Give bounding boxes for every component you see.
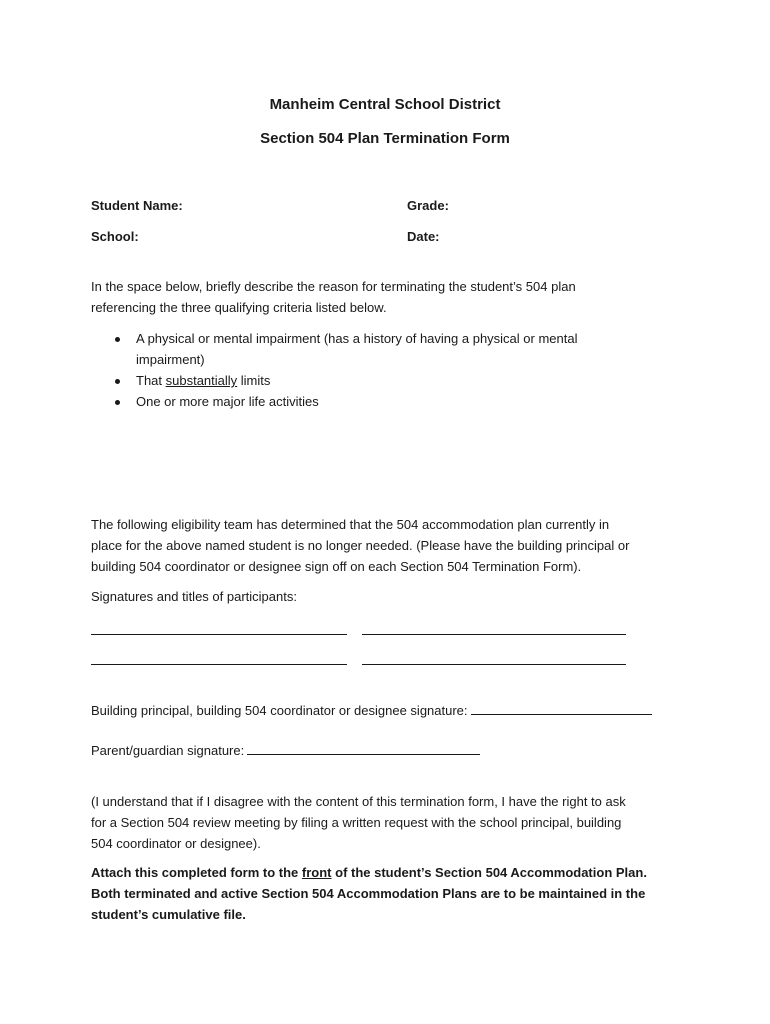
principal-signature-row [91, 702, 652, 718]
instructions-line-1-pre: Attach this completed form to the [91, 865, 302, 880]
participants-label: Signatures and titles of participants: [91, 589, 297, 604]
criteria-item-2-emphasis: substantially [165, 373, 238, 388]
intro-line-2: referencing the three qualifying criteria listed below. [91, 300, 387, 315]
instructions-line-2: Both terminated and active Section 504 Accommodation Plans are to be maintained in the [91, 886, 646, 901]
instructions-line-3: student’s cumulative file. [91, 907, 246, 922]
participant-signature-line-1[interactable] [91, 634, 347, 635]
bullet-icon [115, 379, 120, 384]
instructions-line-1-post: of the student’s Section 504 Accommodation Plan. [331, 865, 647, 880]
intro-line-1: In the space below, briefly describe the reason for terminating the student’s 504 plan [91, 279, 576, 294]
district-name: Manheim Central School District [269, 96, 501, 113]
eligibility-line-2: place for the above named student is no longer needed. (Please have the building principal or [91, 538, 630, 553]
parent-signature-row [91, 742, 480, 758]
criteria-item-3: One or more major life activities [136, 394, 319, 409]
eligibility-line-3: building 504 coordinator or designee sign off on each Section 504 Termination Form). [91, 559, 582, 574]
participant-signature-line-2[interactable] [362, 634, 626, 635]
criteria-item-2 [136, 373, 270, 388]
date-label: Date: [407, 229, 440, 244]
form-title: Section 504 Plan Termination Form [260, 130, 510, 147]
instructions-line-1-emphasis: front [301, 865, 332, 880]
criteria-item-2-post: limits [237, 373, 271, 388]
instructions-line-1 [91, 865, 647, 880]
eligibility-line-1: The following eligibility team has determined that the 504 accommodation plan currently in [91, 517, 610, 532]
student-name-label: Student Name: [91, 198, 183, 213]
parent-signature-line[interactable] [247, 742, 480, 755]
criteria-item-1-line-2: impairment) [136, 352, 205, 367]
participant-signature-line-3[interactable] [91, 664, 347, 665]
bullet-icon [115, 400, 120, 405]
rights-line-3: 504 coordinator or designee). [91, 836, 261, 851]
school-label: School: [91, 229, 139, 244]
grade-label: Grade: [407, 198, 449, 213]
rights-line-1: (I understand that if I disagree with the content of this termination form, I have the right to ask [91, 794, 626, 809]
participant-signature-line-4[interactable] [362, 664, 626, 665]
bullet-icon [115, 337, 120, 342]
parent-signature-label: Parent/guardian signature: [91, 743, 245, 758]
criteria-item-1-line-1: A physical or mental impairment (has a history of having a physical or mental [136, 331, 578, 346]
principal-signature-label: Building principal, building 504 coordinator or designee signature: [91, 703, 468, 718]
rights-line-2: for a Section 504 review meeting by filing a written request with the school principal, building [91, 815, 622, 830]
criteria-item-2-pre: That [136, 373, 166, 388]
principal-signature-line[interactable] [471, 702, 652, 715]
